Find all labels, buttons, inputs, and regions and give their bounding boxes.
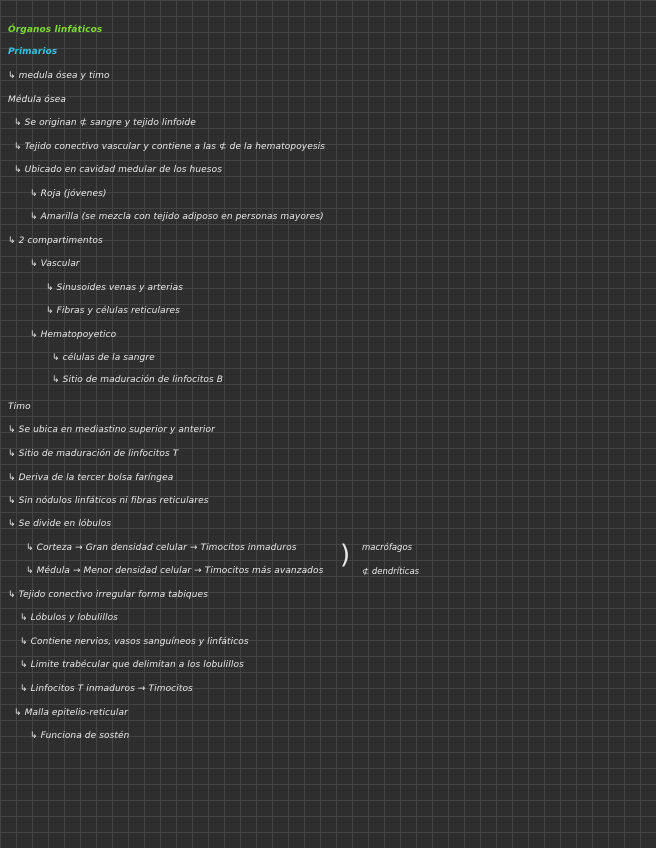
note-text: Tejido conectivo vascular y contiene a las ⊄ de la hematopoyesis xyxy=(24,142,326,152)
note-text: Sin nódulos linfáticos ni fibras reticulares xyxy=(18,496,209,506)
note-line xyxy=(14,141,325,153)
note-text: 2 compartimentos xyxy=(18,236,103,246)
note-line xyxy=(20,683,193,695)
note-line xyxy=(30,258,80,270)
note-text: Sitio de maduración de linfocitos B xyxy=(62,375,224,385)
arrow-icon: ↳ xyxy=(52,353,60,363)
note-line xyxy=(8,495,209,507)
arrow-icon: ↳ xyxy=(30,330,38,340)
arrow-icon: ↳ xyxy=(14,118,22,128)
arrow-icon: ↳ xyxy=(8,449,16,459)
note-line xyxy=(30,329,116,341)
note-line xyxy=(30,211,324,223)
note-line xyxy=(20,612,118,624)
brace-icon: ) xyxy=(340,540,351,570)
note-text: Médula → Menor densidad celular → Timocitos más avanzados xyxy=(36,566,324,576)
note-line xyxy=(52,374,223,386)
section-heading xyxy=(8,94,66,106)
arrow-icon: ↳ xyxy=(46,306,54,316)
note-line xyxy=(20,659,244,671)
note-text: Vascular xyxy=(40,259,80,269)
arrow-icon: ↳ xyxy=(20,637,28,647)
arrow-icon: ↳ xyxy=(30,212,38,222)
arrow-icon: ↳ xyxy=(30,731,38,741)
arrow-icon: ↳ xyxy=(26,566,34,576)
note-text: Hematopoyetico xyxy=(40,330,117,340)
arrow-icon: ↳ xyxy=(8,71,16,81)
note-line xyxy=(26,542,297,554)
arrow-icon: ↳ xyxy=(20,613,28,623)
note-text: Linfocitos T inmaduros → Timocitos xyxy=(30,684,193,694)
note-line xyxy=(8,424,215,436)
arrow-icon: ↳ xyxy=(52,375,60,385)
note-text: Se originan ⊄ sangre y tejido linfoide xyxy=(24,118,196,128)
arrow-icon: ↳ xyxy=(20,684,28,694)
note-text: Se divide en lóbulos xyxy=(18,519,112,529)
note-line xyxy=(14,117,196,129)
note-line xyxy=(30,730,129,742)
section-heading: Primarios xyxy=(8,47,58,57)
side-note: macrófagos xyxy=(362,543,413,553)
note-text: Funciona de sostén xyxy=(40,731,130,741)
note-text: Tejido conectivo irregular forma tabiques xyxy=(18,590,208,600)
note-text: Deriva de la tercer bolsa faríngea xyxy=(18,473,174,483)
note-text: Médula ósea xyxy=(8,95,66,105)
note-line xyxy=(26,565,323,577)
note-line xyxy=(8,70,110,82)
page-title: Órganos linfáticos xyxy=(8,25,103,35)
arrow-icon: ↳ xyxy=(8,236,16,246)
arrow-icon: ↳ xyxy=(14,165,22,175)
note-text: Timo xyxy=(8,402,31,412)
arrow-icon: ↳ xyxy=(30,189,38,199)
note-line xyxy=(8,518,111,530)
note-line xyxy=(52,352,155,364)
side-note: ⊄ dendríticas xyxy=(362,567,420,577)
note-line xyxy=(8,472,173,484)
note-line xyxy=(46,282,183,294)
arrow-icon: ↳ xyxy=(14,142,22,152)
note-text: Lóbulos y lobulillos xyxy=(30,613,118,623)
arrow-icon: ↳ xyxy=(8,496,16,506)
note-text: Se ubica en mediastino superior y anterior xyxy=(18,425,215,435)
note-line xyxy=(8,589,208,601)
note-line xyxy=(46,305,180,317)
section-heading xyxy=(8,401,31,413)
arrow-icon: ↳ xyxy=(8,425,16,435)
note-text: Corteza → Gran densidad celular → Timocitos inmaduros xyxy=(36,543,297,553)
arrow-icon: ↳ xyxy=(8,473,16,483)
arrow-icon: ↳ xyxy=(46,283,54,293)
arrow-icon: ↳ xyxy=(26,543,34,553)
note-line xyxy=(30,188,107,200)
note-text: Sitio de maduración de linfocitos T xyxy=(18,449,179,459)
arrow-icon: ↳ xyxy=(14,708,22,718)
note-text: Contiene nervios, vasos sanguíneos y linfáticos xyxy=(30,637,249,647)
note-line xyxy=(20,636,249,648)
note-text: Amarilla (se mezcla con tejido adiposo en personas mayores) xyxy=(40,212,324,222)
arrow-icon: ↳ xyxy=(30,259,38,269)
note-text: Limite trabécular que delimitan a los lobulillos xyxy=(30,660,244,670)
note-text: Roja (jóvenes) xyxy=(40,189,107,199)
arrow-icon: ↳ xyxy=(8,590,16,600)
note-line xyxy=(8,448,178,460)
note-text: Ubicado en cavidad medular de los huesos xyxy=(24,165,222,175)
arrow-icon: ↳ xyxy=(8,519,16,529)
note-line xyxy=(14,707,128,719)
arrow-icon: ↳ xyxy=(20,660,28,670)
note-text: Fibras y células reticulares xyxy=(56,306,180,316)
note-text: Malla epitelio-reticular xyxy=(24,708,128,718)
note-line xyxy=(8,235,103,247)
note-text: células de la sangre xyxy=(62,353,155,363)
note-text: medula ósea y timo xyxy=(18,71,110,81)
note-line xyxy=(14,164,222,176)
note-text: Sinusoides venas y arterias xyxy=(56,283,183,293)
